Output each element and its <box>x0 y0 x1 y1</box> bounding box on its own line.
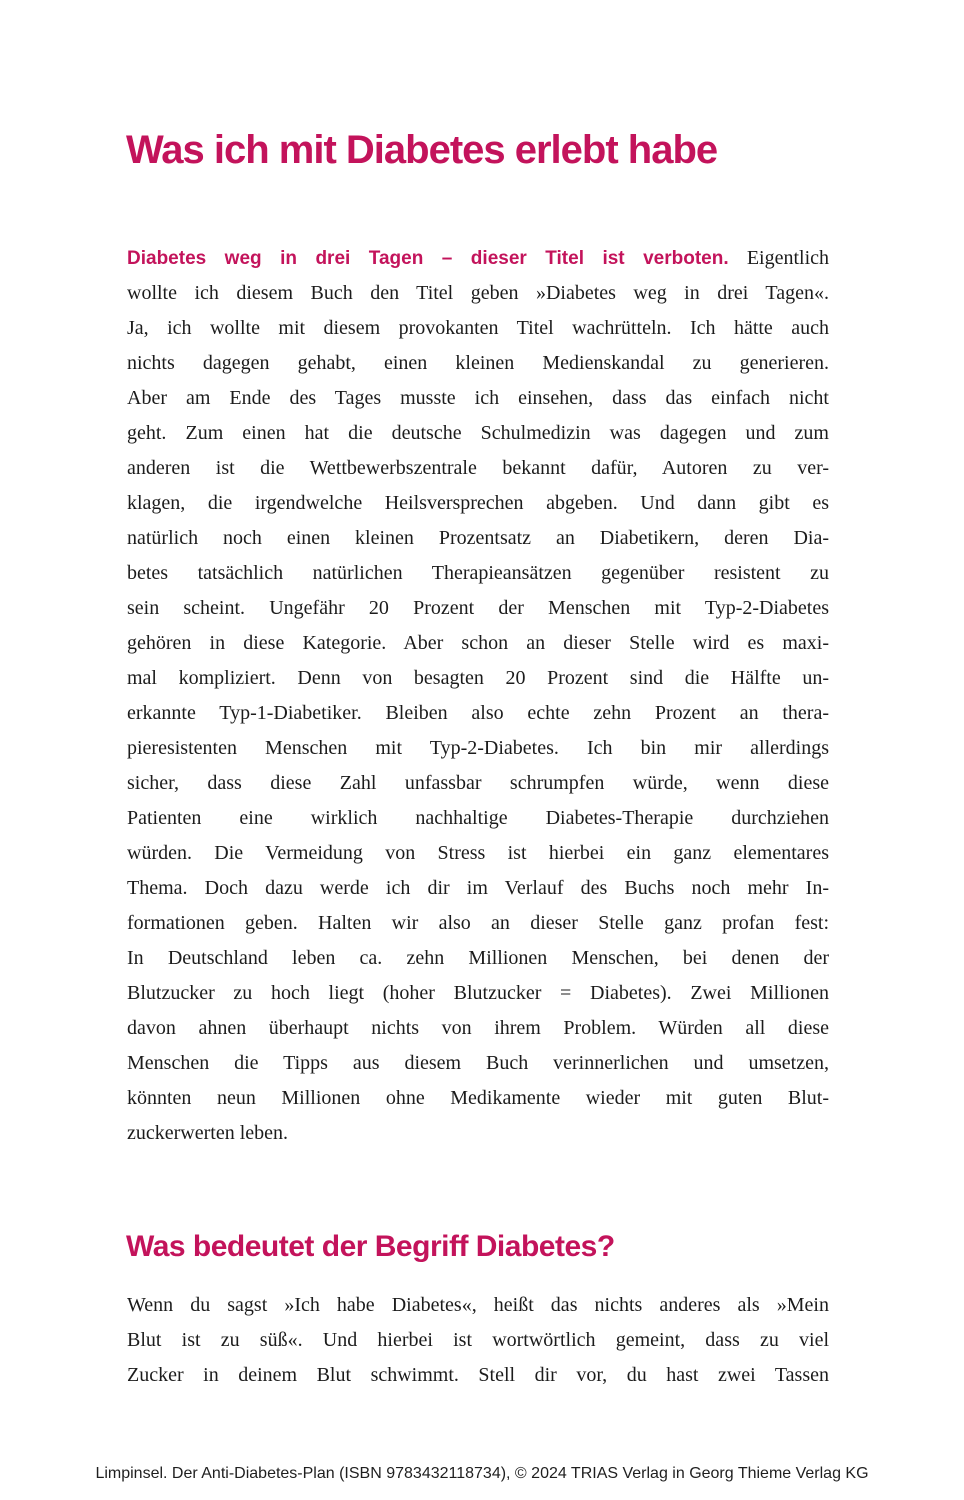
intro-paragraph <box>127 241 829 1151</box>
text-line: natürlich noch einen kleinen Prozentsatz an Diabetikern, deren Dia- <box>127 527 829 549</box>
text-line: nichts dagegen gehabt, einen kleinen Medienskandal zu generieren. <box>127 352 829 374</box>
text-line: wollte ich diesem Buch den Titel geben »Diabetes weg in drei Tagen«. <box>127 282 829 304</box>
text-line: geht. Zum einen hat die deutsche Schulmedizin was dagegen und zum <box>127 422 829 444</box>
text-line: Aber am Ende des Tages musste ich einsehen, dass das einfach nicht <box>127 387 829 409</box>
chapter-title: Was ich mit Diabetes erlebt habe <box>126 128 718 172</box>
intro-first-line <box>127 241 829 276</box>
text-line: betes tatsächlich natürlichen Therapieansätzen gegenüber resistent zu <box>127 562 829 584</box>
footer-credit: Limpinsel. Der Anti-Diabetes-Plan (ISBN 9783432118734), © 2024 TRIAS Verlag in Georg Thieme Verlag KG <box>95 1465 869 1482</box>
text-line: formationen geben. Halten wir also an dieser Stelle ganz profan fest: <box>127 912 829 934</box>
intro-last-line: zuckerwerten leben. <box>127 1122 289 1144</box>
definition-lines <box>127 1288 829 1393</box>
section-title: Was bedeutet der Begriff Diabetes? <box>126 1230 615 1263</box>
text-line: Wenn du sagst »Ich habe Diabetes«, heißt das nichts anderes als »Mein <box>127 1294 829 1316</box>
text-line: Blut ist zu süß«. Und hierbei ist wortwörtlich gemeint, dass zu viel <box>127 1329 829 1351</box>
text-line: davon ahnen überhaupt nichts von ihrem Problem. Würden all diese <box>127 1017 829 1039</box>
text-line: Zucker in deinem Blut schwimmt. Stell dir vor, du hast zwei Tassen <box>127 1364 829 1386</box>
text-line: könnten neun Millionen ohne Medikamente wieder mit guten Blut- <box>127 1087 829 1109</box>
text-line: Ja, ich wollte mit diesem provokanten Titel wachrütteln. Ich hätte auch <box>127 317 829 339</box>
text-line: mal kompliziert. Denn von besagten 20 Prozent sind die Hälfte un- <box>127 667 829 689</box>
text-line: Menschen die Tipps aus diesem Buch verinnerlichen und umsetzen, <box>127 1052 829 1074</box>
text-line: Blutzucker zu hoch liegt (hoher Blutzucker = Diabetes). Zwei Millionen <box>127 982 829 1004</box>
text-line: sein scheint. Ungefähr 20 Prozent der Menschen mit Typ-2-Diabetes <box>127 597 829 619</box>
intro-lines <box>127 276 829 1116</box>
text-line: sicher, dass diese Zahl unfassbar schrumpfen würde, wenn diese <box>127 772 829 794</box>
intro-leadin: Diabetes weg in drei Tagen – dieser Titel ist verboten. <box>127 248 729 269</box>
definition-paragraph <box>127 1288 829 1393</box>
text-line: gehören in diese Kategorie. Aber schon an dieser Stelle wird es maxi- <box>127 632 829 654</box>
text-line: In Deutschland leben ca. zehn Millionen Menschen, bei denen der <box>127 947 829 969</box>
text-line: Patienten eine wirklich nachhaltige Diabetes-Therapie durchziehen <box>127 807 829 829</box>
text-line: anderen ist die Wettbewerbszentrale bekannt dafür, Autoren zu ver- <box>127 457 829 479</box>
text-line: pieresistenten Menschen mit Typ-2-Diabetes. Ich bin mir allerdings <box>127 737 829 759</box>
text-line: Thema. Doch dazu werde ich dir im Verlauf des Buchs noch mehr In- <box>127 877 829 899</box>
intro-first-line-rest: Eigentlich <box>746 247 830 269</box>
text-line: würden. Die Vermeidung von Stress ist hierbei ein ganz elementares <box>127 842 829 864</box>
text-line: erkannte Typ-1-Diabetiker. Bleiben also echte zehn Prozent an thera- <box>127 702 829 724</box>
text-line: klagen, die irgendwelche Heilsversprechen abgeben. Und dann gibt es <box>127 492 829 514</box>
